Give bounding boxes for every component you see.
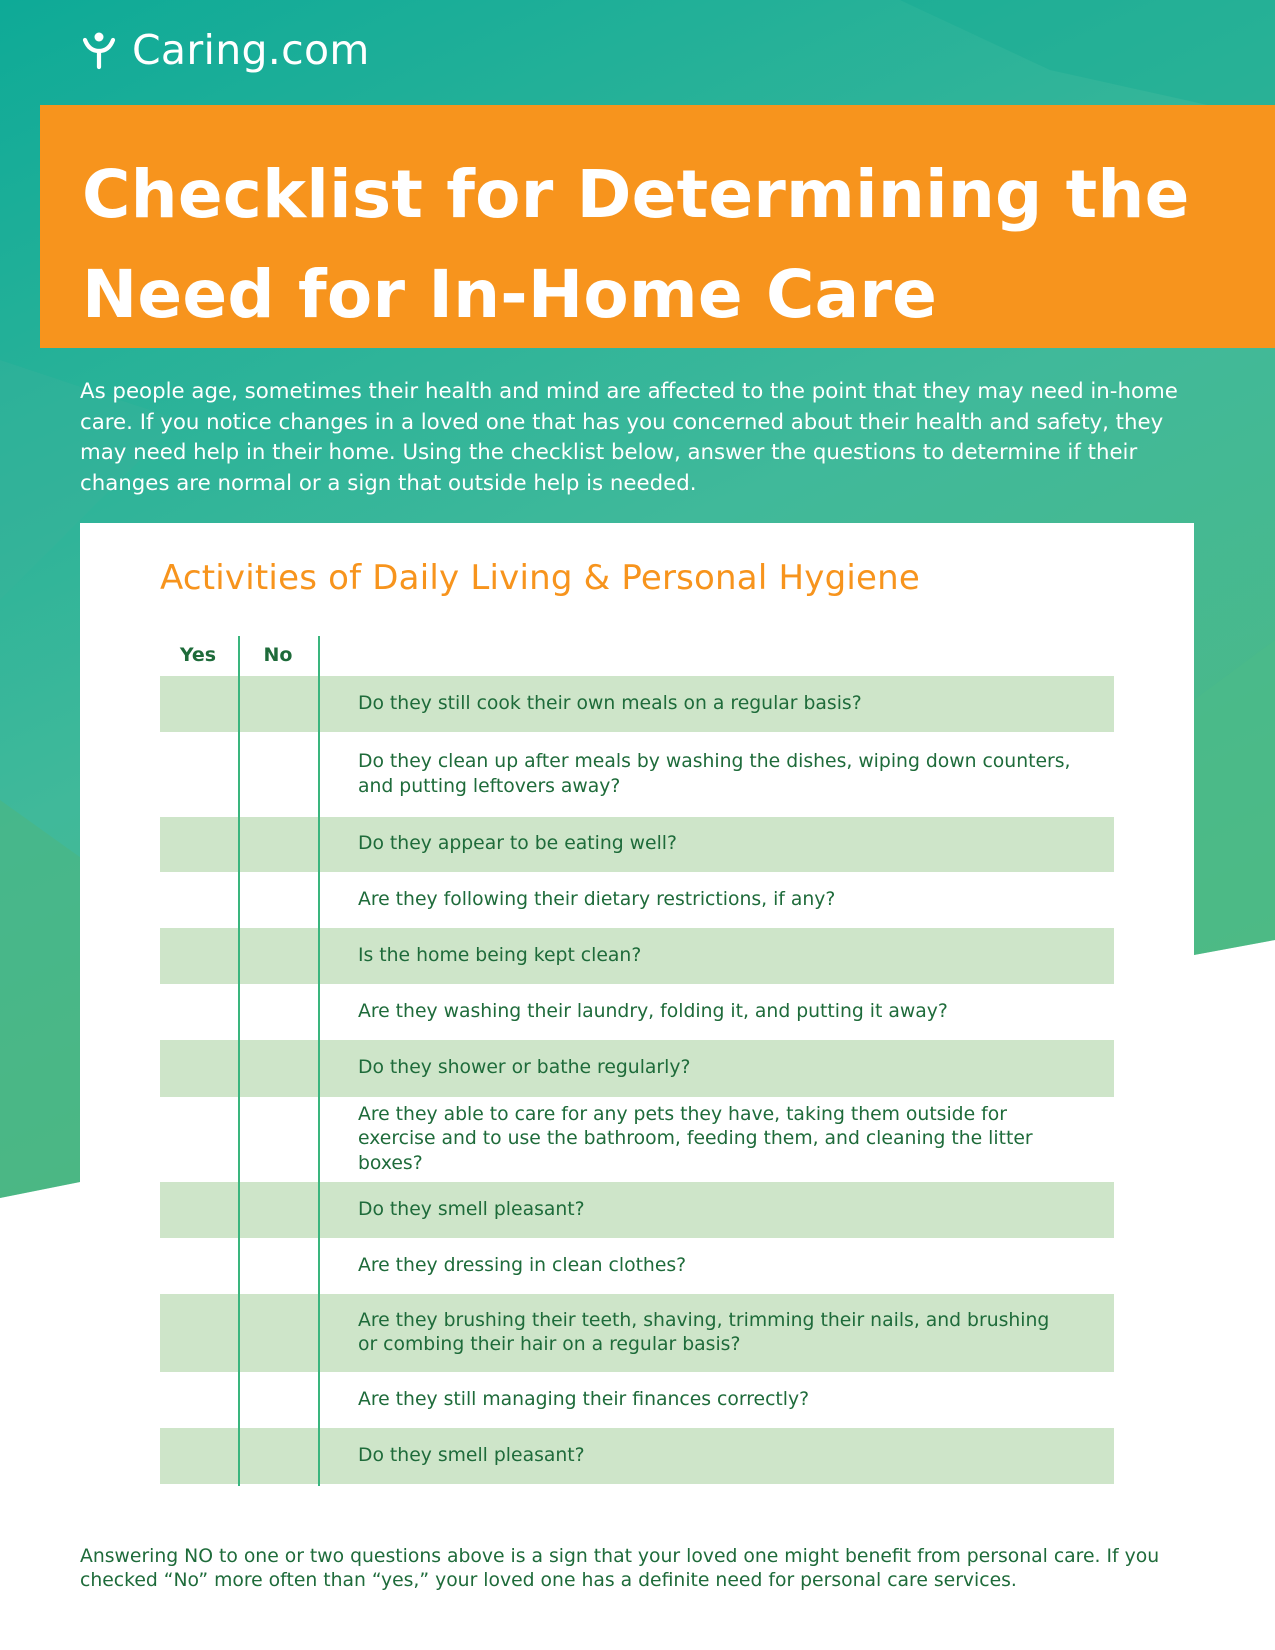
yes-checkbox[interactable] — [160, 1238, 239, 1294]
no-checkbox[interactable] — [239, 1238, 318, 1294]
checklist-row — [160, 928, 1114, 984]
no-checkbox[interactable] — [239, 1372, 318, 1428]
question-text: Do they smell pleasant? — [358, 1198, 585, 1220]
checklist-row — [160, 817, 1114, 872]
no-checkbox[interactable] — [239, 928, 318, 984]
no-checkbox[interactable] — [239, 817, 318, 872]
yes-checkbox[interactable] — [160, 872, 239, 928]
yes-column-header: Yes — [179, 644, 217, 666]
question-text: Are they following their dietary restrictions, if any? — [358, 888, 836, 910]
yes-checkbox[interactable] — [160, 1097, 239, 1182]
yes-checkbox[interactable] — [160, 1428, 239, 1484]
checklist-row — [160, 1428, 1114, 1484]
section-title: Activities of Daily Living & Personal Hygiene — [160, 558, 920, 598]
question-text: Do they shower or bathe regularly? — [358, 1057, 691, 1079]
no-column-header: No — [263, 644, 293, 666]
question-text: Are they dressing in clean clothes? — [358, 1254, 687, 1276]
yes-checkbox[interactable] — [160, 817, 239, 872]
question-text: Do they appear to be eating well? — [358, 833, 677, 855]
checklist-row — [160, 1294, 1114, 1372]
yes-checkbox[interactable] — [160, 732, 239, 817]
checklist-row — [160, 1182, 1114, 1238]
no-checkbox[interactable] — [239, 1097, 318, 1182]
checklist-row — [160, 984, 1114, 1040]
question-text: Are they still managing their finances correctly? — [358, 1388, 810, 1410]
checklist-row — [160, 1372, 1114, 1428]
no-checkbox[interactable] — [239, 1182, 318, 1238]
checklist-row — [160, 676, 1114, 732]
column-divider-yes-no — [238, 636, 240, 1486]
question-text: Do they smell pleasant? — [358, 1444, 585, 1466]
checklist-row — [160, 872, 1114, 928]
intro-paragraph: As people age, sometimes their health and mind are affected to the point that they may need in-home care. If you notice changes in a loved one that has you concerned about their health and safety, they may need help in their home. Using the checklist below, answer the questions to determine if their changes are normal or a sign that outside help is needed. — [80, 379, 1178, 496]
question-text: Are they brushing their teeth, shaving, trimming their nails, and brushing or combing their hair on a regular basis? — [358, 1309, 1050, 1355]
no-checkbox[interactable] — [239, 984, 318, 1040]
checklist-row — [160, 1040, 1114, 1097]
yes-checkbox[interactable] — [160, 1040, 239, 1097]
checklist-table — [160, 676, 1114, 1484]
title-banner — [40, 105, 1275, 348]
no-checkbox[interactable] — [239, 1040, 318, 1097]
yes-checkbox[interactable] — [160, 1372, 239, 1428]
no-checkbox[interactable] — [239, 676, 318, 732]
yes-checkbox[interactable] — [160, 676, 239, 732]
footer-note: Answering NO to one or two questions above is a sign that your loved one might benefit from personal care. If you checked “No” more often than “yes,” your loved one has a definite need for personal care services. — [80, 1546, 1160, 1591]
brand-name: Caring.com — [132, 26, 370, 74]
no-checkbox[interactable] — [239, 1294, 318, 1372]
no-checkbox[interactable] — [239, 732, 318, 817]
caring-person-icon — [82, 30, 116, 70]
question-text: Do they still cook their own meals on a regular basis? — [358, 692, 862, 714]
question-text: Do they clean up after meals by washing the dishes, wiping down counters, and putting leftovers away? — [358, 751, 1071, 797]
checklist-row — [160, 1238, 1114, 1294]
checklist-row — [160, 1097, 1114, 1182]
no-checkbox[interactable] — [239, 1428, 318, 1484]
no-checkbox[interactable] — [239, 872, 318, 928]
column-divider-no-question — [318, 636, 320, 1486]
question-text: Are they washing their laundry, folding it, and putting it away? — [358, 1000, 948, 1022]
page-title: Checklist for Determining the Need for In-Home Care — [82, 156, 1190, 333]
yes-checkbox[interactable] — [160, 984, 239, 1040]
yes-checkbox[interactable] — [160, 1182, 239, 1238]
checklist-row — [160, 732, 1114, 817]
yes-checkbox[interactable] — [160, 928, 239, 984]
question-text: Are they able to care for any pets they have, taking them outside for exercise and to use the bathroom, feeding them, and cleaning the litter boxes? — [358, 1103, 1033, 1174]
yes-checkbox[interactable] — [160, 1294, 239, 1372]
brand-logo[interactable] — [82, 24, 370, 76]
question-text: Is the home being kept clean? — [358, 944, 642, 966]
